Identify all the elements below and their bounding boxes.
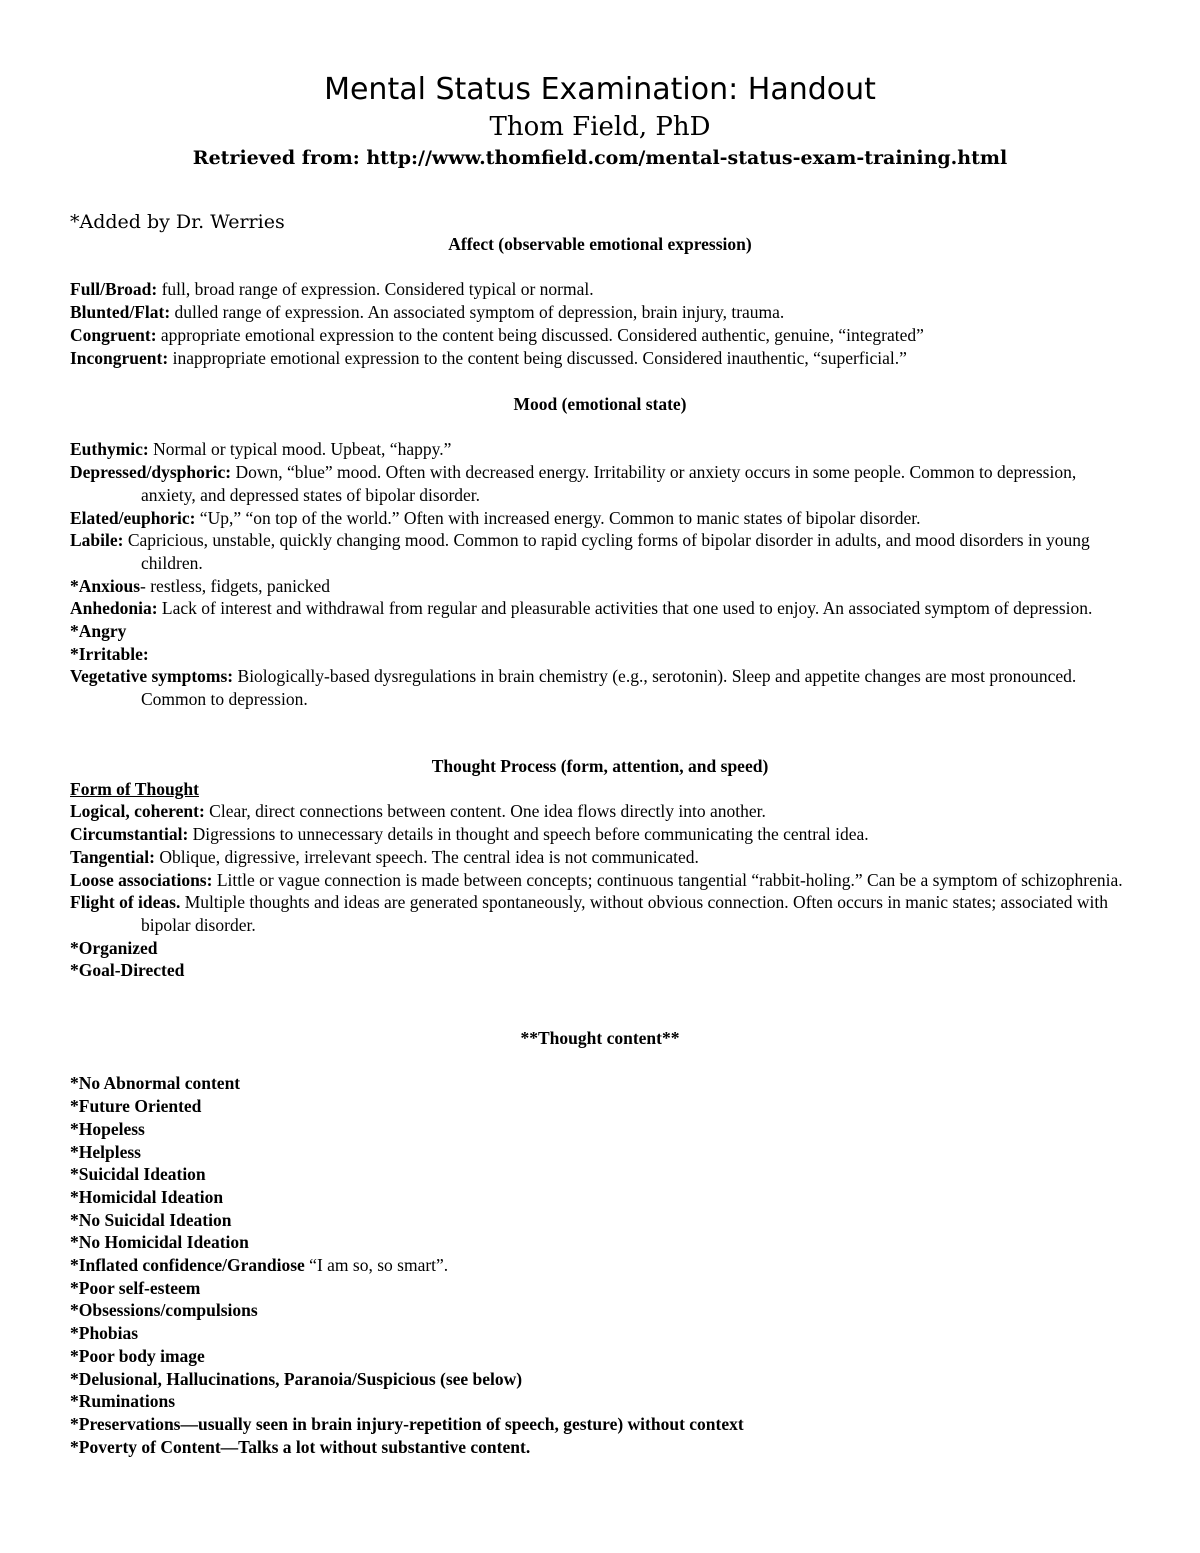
affect-section [70, 233, 1130, 369]
entry-term: *Homicidal Ideation [70, 1186, 224, 1207]
entry-text: - restless, fidgets, panicked [140, 575, 331, 596]
entry-text: appropriate emotional expression to the content being discussed. Considered authentic, genuine, “integrated” [156, 324, 924, 345]
list-item [70, 1141, 1130, 1164]
entry-text: Little or vague connection is made between concepts; continuous tangential “rabbit-holing.” Can be a symptom of schizophrenia. [212, 869, 1123, 890]
list-item [70, 620, 1130, 643]
entry-term: Loose associations: [70, 869, 213, 890]
list-item [70, 529, 1130, 574]
entry-text: Lack of interest and withdrawal from regular and pleasurable activities that one used to enjoy. An associated symptom of depression. [157, 598, 1093, 619]
entry-text: inappropriate emotional expression to the content being discussed. Considered inauthentic, “superficial.” [168, 347, 907, 368]
list-item [70, 1436, 1130, 1459]
list-item [70, 507, 1130, 530]
thought-process-section [70, 755, 1130, 982]
list-item [70, 891, 1130, 936]
entry-text: “Up,” “on top of the world.” Often with increased energy. Common to manic states of bipolar disorder. [195, 507, 921, 528]
form-of-thought-subheading: Form of Thought [70, 778, 199, 799]
entry-term: *Poor body image [70, 1345, 205, 1366]
entry-term: *Helpless [70, 1141, 141, 1162]
mood-list [70, 438, 1130, 710]
entry-term: *No Suicidal Ideation [70, 1209, 232, 1230]
list-item [70, 438, 1130, 461]
entry-term: Flight of ideas. [70, 892, 181, 913]
list-item [70, 1413, 1130, 1436]
entry-term: *Angry [70, 621, 127, 642]
list-item [70, 597, 1130, 620]
list-item [70, 1186, 1130, 1209]
entry-term: *Poverty of Content—Talks a lot without substantive content. [70, 1436, 531, 1457]
list-item [70, 1368, 1130, 1391]
entry-text: “I am so, so smart”. [304, 1255, 449, 1276]
mood-heading: Mood (emotional state) [513, 394, 687, 414]
entry-term: *Suicidal Ideation [70, 1164, 206, 1185]
entry-term: *No Homicidal Ideation [70, 1232, 249, 1253]
list-item [70, 1277, 1130, 1300]
list-item [70, 937, 1130, 960]
entry-term: *Obsessions/compulsions [70, 1300, 258, 1321]
list-item [70, 347, 1130, 370]
affect-heading: Affect (observable emotional expression) [448, 234, 752, 254]
list-item [70, 823, 1130, 846]
entry-term: Euthymic: [70, 439, 149, 460]
entry-text: Down, “blue” mood. Often with decreased energy. Irritability or anxiety occurs in some people. Common to depression, anxiety, and depressed states of bipolar disorder. [141, 462, 1077, 505]
list-item [70, 869, 1130, 892]
entry-term: *Future Oriented [70, 1096, 202, 1117]
list-item [70, 1231, 1130, 1254]
entry-text: Oblique, digressive, irrelevant speech. The central idea is not communicated. [154, 846, 699, 867]
entry-term: Tangential: [70, 846, 155, 867]
list-item [70, 1390, 1130, 1413]
list-item [70, 575, 1130, 598]
thought-content-list [70, 1072, 1130, 1458]
entry-term: Circumstantial: [70, 824, 189, 845]
thought-process-heading: Thought Process (form, attention, and speed) [431, 756, 769, 776]
source-citation: Retrieved from: http://www.thomfield.com/mental-status-exam-training.html [192, 147, 1008, 169]
list-item [70, 278, 1130, 301]
entry-term: *Irritable: [70, 643, 149, 664]
entry-term: *Hopeless [70, 1118, 145, 1139]
entry-text: Clear, direct connections between content. One idea flows directly into another. [204, 801, 766, 822]
thought-process-list [70, 800, 1130, 982]
list-item [70, 846, 1130, 869]
thought-content-heading: **Thought content** [520, 1028, 680, 1048]
entry-text: Biologically-based dysregulations in brain chemistry (e.g., serotonin). Sleep and appetite changes are most pronounced. Common to depression. [141, 666, 1077, 710]
mood-section [70, 393, 1130, 711]
entry-text: dulled range of expression. An associated symptom of depression, brain injury, trauma. [170, 302, 785, 323]
entry-term: Depressed/dysphoric: [70, 462, 232, 483]
entry-text: Multiple thoughts and ideas are generated spontaneously, without obvious connection. Often occurs in manic states; associated with bipolar disorder. [141, 892, 1108, 935]
added-by-note: *Added by Dr. Werries [70, 211, 285, 233]
list-item [70, 1095, 1130, 1118]
entry-term: *Organized [70, 937, 158, 958]
entry-term: *No Abnormal content [70, 1073, 241, 1094]
list-item [70, 643, 1130, 666]
entry-term: *Ruminations [70, 1391, 176, 1412]
list-item [70, 301, 1130, 324]
list-item [70, 1254, 1130, 1277]
entry-text: full, broad range of expression. Considered typical or normal. [157, 279, 594, 300]
entry-term: *Anxious [70, 575, 141, 596]
list-item [70, 1072, 1130, 1095]
affect-list [70, 278, 1130, 369]
entry-term: *Poor self-esteem [70, 1277, 201, 1298]
entry-text: Capricious, unstable, quickly changing mood. Common to rapid cycling forms of bipolar disorder in adults, and mood disorders in young children. [123, 530, 1090, 573]
entry-term: Elated/euphoric: [70, 507, 196, 528]
entry-term: Blunted/Flat: [70, 302, 171, 323]
list-item [70, 1299, 1130, 1322]
list-item [70, 800, 1130, 823]
list-item [70, 959, 1130, 982]
list-item [70, 1118, 1130, 1141]
entry-term: Full/Broad: [70, 279, 158, 300]
entry-term: *Goal-Directed [70, 960, 185, 981]
list-item [70, 324, 1130, 347]
list-item [70, 665, 1130, 710]
entry-term: *Inflated confidence/Grandiose [70, 1255, 305, 1276]
entry-term: Labile: [70, 530, 124, 551]
thought-content-section [70, 1027, 1130, 1458]
list-item [70, 1345, 1130, 1368]
entry-term: Logical, coherent: [70, 801, 205, 822]
entry-term: *Phobias [70, 1323, 139, 1344]
entry-text: Digressions to unnecessary details in thought and speech before communicating the central idea. [188, 824, 869, 845]
document-title: Mental Status Examination: Handout [324, 72, 876, 107]
entry-term: Incongruent: [70, 347, 169, 368]
list-item [70, 1322, 1130, 1345]
entry-term: Anhedonia: [70, 598, 158, 619]
document-author: Thom Field, PhD [489, 112, 711, 142]
entry-text: Normal or typical mood. Upbeat, “happy.” [148, 439, 452, 460]
entry-term: *Preservations—usually seen in brain injury-repetition of speech, gesture) without context [70, 1413, 744, 1434]
list-item [70, 461, 1130, 506]
entry-term: *Delusional, Hallucinations, Paranoia/Suspicious (see below) [70, 1368, 523, 1389]
entry-term: Vegetative symptoms: [70, 666, 234, 687]
list-item [70, 1163, 1130, 1186]
entry-term: Congruent: [70, 324, 157, 345]
list-item [70, 1209, 1130, 1232]
